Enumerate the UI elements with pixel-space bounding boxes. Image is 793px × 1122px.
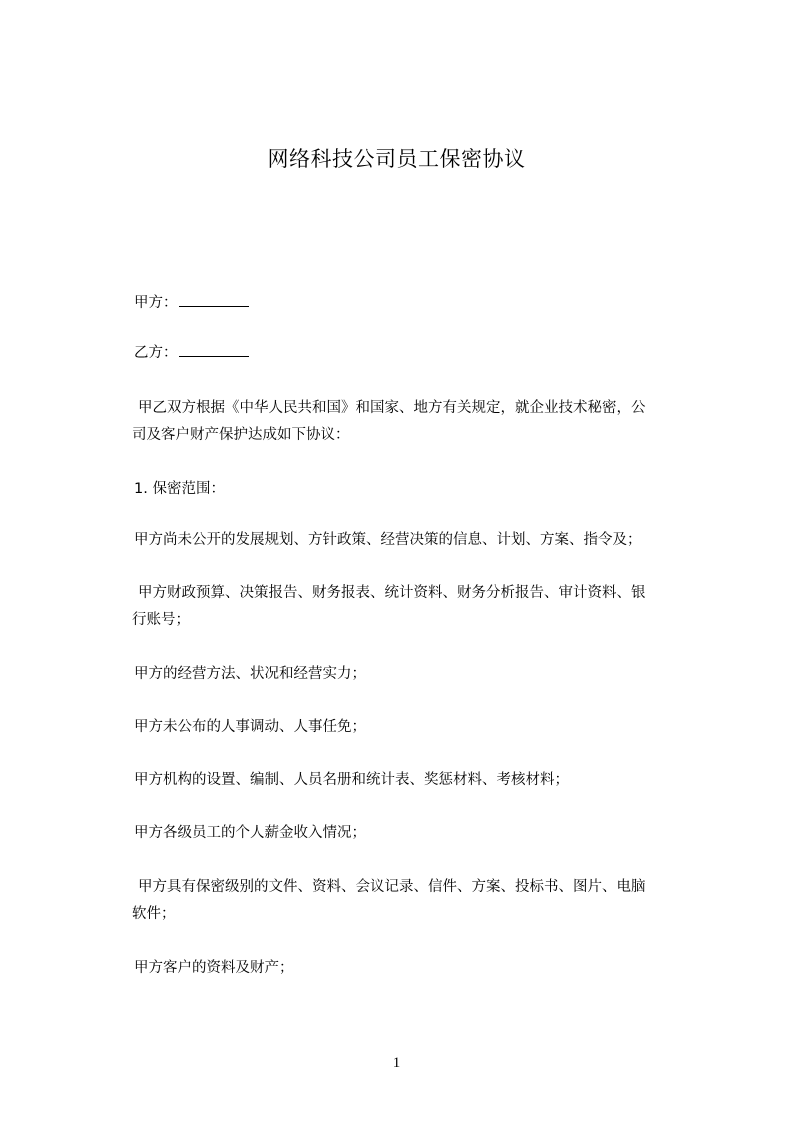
- files-line-1: 甲方具有保密级别的文件、资料、会议记录、信件、方案、投标书、图片、电脑: [138, 879, 646, 895]
- intro-line-2: 司及客户财产保护达成如下协议：: [132, 427, 350, 443]
- page-number: 1: [392, 1055, 401, 1071]
- party-a-line: [134, 290, 714, 317]
- scope-item-finance: [134, 580, 710, 634]
- scope-item-1: 甲方尚未公开的发展规划、方针政策、经营决策的信息、计划、方案、指令及；: [134, 532, 642, 548]
- files-line-2: 软件；: [132, 906, 176, 922]
- party-a-label: 甲方：: [134, 295, 178, 311]
- party-b-label: 乙方：: [134, 345, 178, 361]
- document-title: 网络科技公司员工保密协议: [267, 147, 526, 171]
- finance-line-1: 甲方财政预算、决策报告、财务报表、统计资料、财务分析报告、审计资料、银: [138, 585, 646, 601]
- party-b-line: [134, 340, 714, 367]
- intro-line-1: 甲乙双方根据《中华人民共和国》和国家、地方有关规定，就企业技术秘密，公: [138, 400, 646, 416]
- intro-paragraph: [134, 395, 710, 449]
- section-1-heading: 1. 保密范围：: [134, 481, 225, 497]
- party-b-blank: [179, 343, 249, 357]
- scope-item-4: 甲方机构的设置、编制、人员名册和统计表、奖惩材料、考核材料；: [134, 772, 569, 788]
- party-a-blank: [179, 293, 249, 307]
- scope-item-files: [134, 874, 710, 928]
- scope-item-6: 甲方客户的资料及财产；: [134, 960, 294, 976]
- scope-item-2: 甲方的经营方法、状况和经营实力；: [134, 666, 366, 682]
- scope-item-5: 甲方各级员工的个人薪金收入情况；: [134, 825, 366, 841]
- finance-line-2: 行账号；: [132, 612, 190, 628]
- scope-item-3: 甲方未公布的人事调动、人事任免；: [134, 719, 366, 735]
